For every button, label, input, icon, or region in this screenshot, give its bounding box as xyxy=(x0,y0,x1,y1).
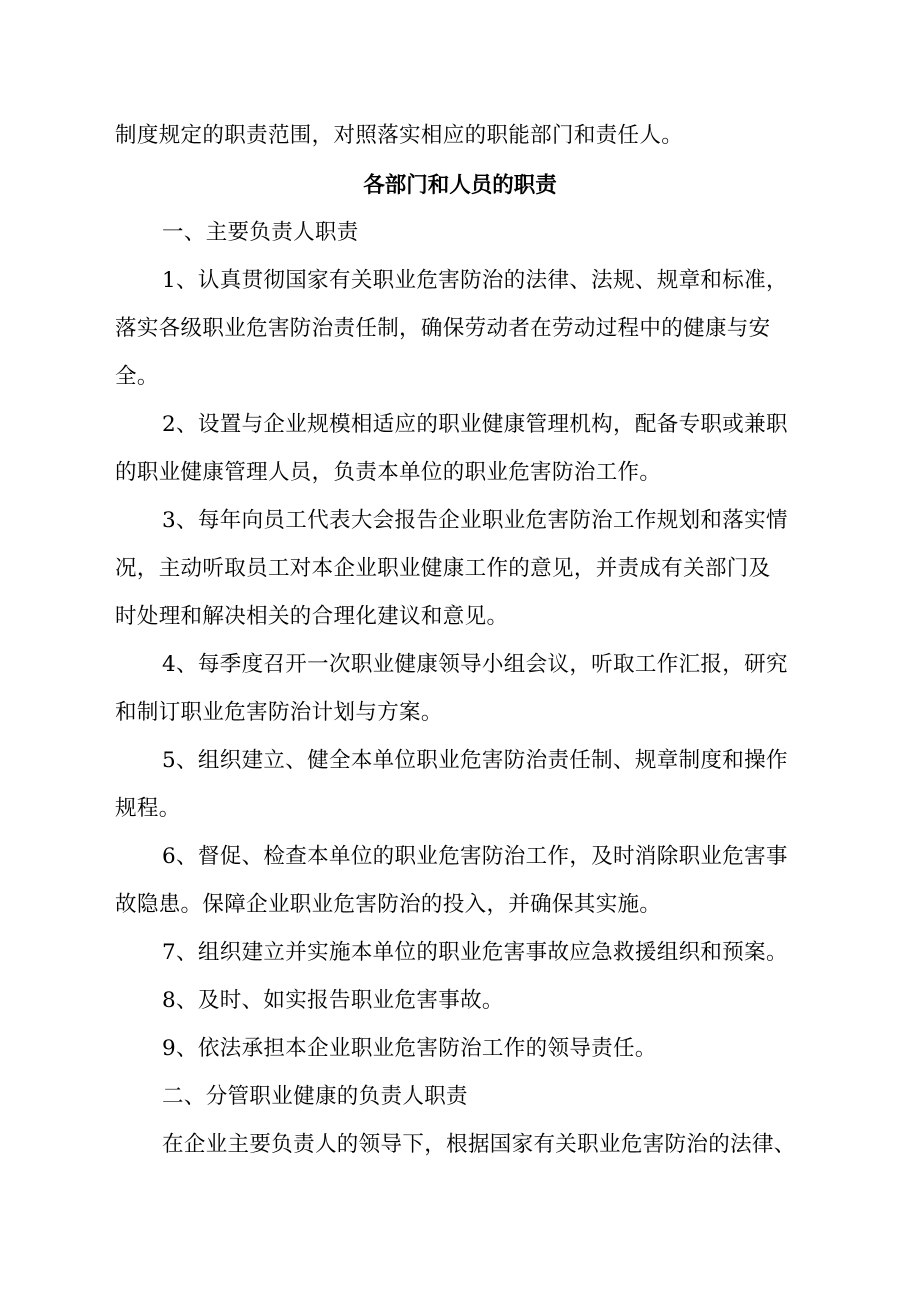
item-9-line-1: 9、依法承担本企业职业危害防治工作的领导责任。 xyxy=(162,1036,657,1061)
item-5-line-1: 5、组织建立、健全本单位职业危害防治责任制、规章制度和操作 xyxy=(162,748,788,773)
item-4-line-1: 4、每季度召开一次职业健康领导小组会议，听取工作汇报，研究 xyxy=(162,652,788,677)
item-2-line-1: 2、设置与企业规模相适应的职业健康管理机构，配备专职或兼职 xyxy=(162,412,788,437)
section-heading-main-responsible: 一、主要负责人职责 xyxy=(162,220,359,245)
continuation-text: 制度规定的职责范围，对照落实相应的职能部门和责任人。 xyxy=(115,123,684,148)
item-6-line-1: 6、督促、检查本单位的职业危害防治工作，及时消除职业危害事 xyxy=(162,844,788,869)
item-1-line-1: 1、认真贯彻国家有关职业危害防治的法律、法规、规章和标准， xyxy=(162,268,788,293)
section-2-line-1: 在企业主要负责人的领导下，根据国家有关职业危害防治的法律、 xyxy=(162,1132,796,1157)
item-7-line-1: 7、组织建立并实施本单位的职业危害事故应急救援组织和预案。 xyxy=(162,940,788,965)
item-1-line-2: 落实各级职业危害防治责任制，确保劳动者在劳动过程中的健康与安 xyxy=(115,316,771,341)
item-4-line-2: 和制订职业危害防治计划与方案。 xyxy=(115,700,443,725)
item-2-line-2: 的职业健康管理人员，负责本单位的职业危害防治工作。 xyxy=(115,460,662,485)
item-3-line-3: 时处理和解决相关的合理化建议和意见。 xyxy=(115,604,509,629)
item-8-line-1: 8、及时、如实报告职业危害事故。 xyxy=(162,988,504,1013)
item-3-line-1: 3、每年向员工代表大会报告企业职业危害防治工作规划和落实情 xyxy=(162,508,788,533)
item-1-line-3: 全。 xyxy=(115,364,159,389)
item-5-line-2: 规程。 xyxy=(115,796,181,821)
page-title: 各部门和人员的职责 xyxy=(363,173,557,198)
section-heading-deputy-responsible: 二、分管职业健康的负责人职责 xyxy=(162,1084,468,1109)
item-6-line-2: 故隐患。保障企业职业危害防治的投入，并确保其实施。 xyxy=(115,892,662,917)
item-3-line-2: 况，主动听取员工对本企业职业健康工作的意见，并责成有关部门及 xyxy=(115,556,771,581)
